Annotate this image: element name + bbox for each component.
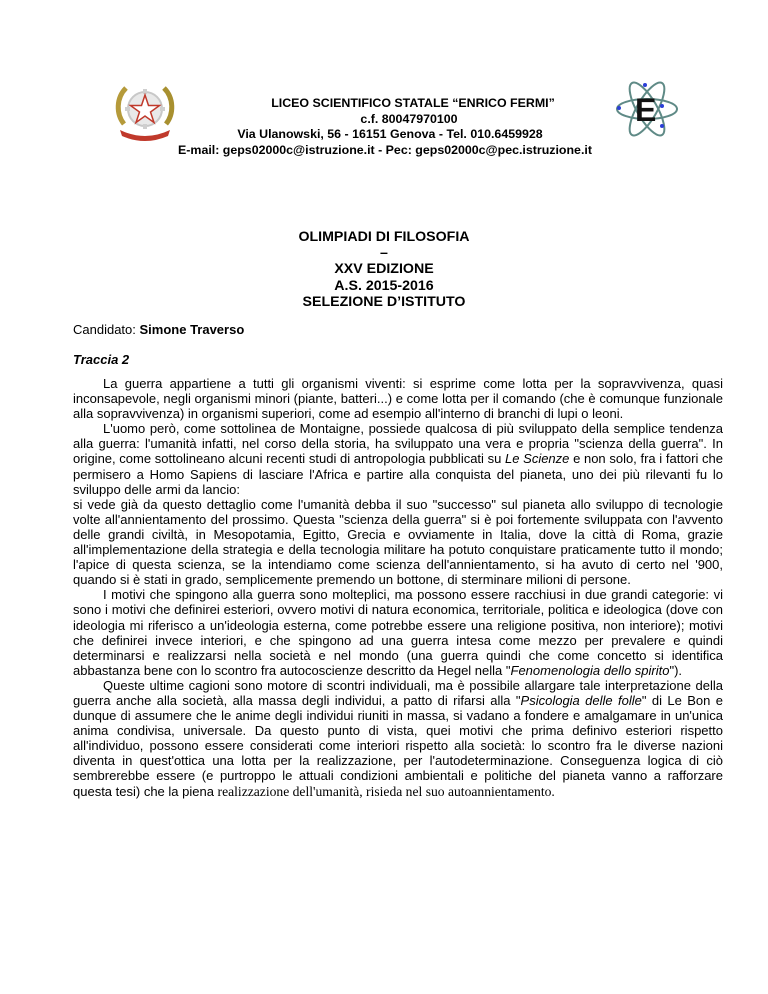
title-selection: SELEZIONE D’ISTITUTO [302,293,466,310]
candidate-line [73,322,244,337]
svg-text:E: E [635,92,657,128]
title-edition: XXV EDIZIONE [334,261,434,278]
school-name: LICEO SCIENTIFICO STATALE “ENRICO FERMI” [271,96,555,110]
school-contacts: E-mail: geps02000c@istruzione.it - Pec: geps02000c@pec.istruzione.it [178,142,592,157]
document-title [234,229,534,310]
paragraph-2-continued: si vede già da questo dettaglio come l'umanità debba il suo "successo" sul pianeta allo sviluppo di tecnologie volte all'annientamento del prossimo. Questa "scienza della guerra" si è poi fortemente sviluppata con l'avvento delle grandi civiltà, in Mesopotamia, Egitto, Grecia e ovviamente in Italia, dove la città di Roma, grazie all'implementazione della strategia e della tecnologia militare ha potuto conquistare praticamente tutto il mondo; l'apice di questa scienza, se la intendiamo come scienza dell'annientamento, si ha avuto di certo nel '900, quando si è stati in grado, semplicemente premendo un bottone, di sterminare milioni di persone. [73,496,723,588]
paragraph-2: L'uomo però, come sottolinea de Montaigne, possiede qualcosa di più sviluppato della semplice tendenza alla guerra: l'umanità infatti, nel corso della storia, ha sviluppato una vera e propria "scienza della guerra". In origine, come sottolineano alcuni recenti studi di antropologia pubblicati su Le Scienze e non solo, fra i fattori che permisero a Homo Sapiens di lasciare l'Africa e partire alla conquista del pianeta, uno dei più rilevanti fu lo sviluppo delle armi da lancio: [73,421,724,497]
paragraph-3: I motivi che spingono alla guerra sono molteplici, ma possono essere racchiusi in due grandi categorie: vi sono i motivi che definirei esteriori, ovvero motivi di natura economica, territoriale, politica e ideologica (dove con ideologia mi riferisco a un'ideologia esterna, come potrebbe essere una religione positiva, non interiore); motivi che definirei invece interiori, e che spingono ad una guerra intesa come mezzo per prevalere e quindi determinarsi e realizzarsi nella società e nel mondo (una guerra quindi che come concetto si identifica abbastanza bene con lo scontro fra autocoscienze descritto da Hegel nella "Fenomenologia dello spirito"). [73,587,723,678]
candidate-label: Candidato: [73,322,140,337]
title-dash: – [380,245,388,262]
school-header [120,96,650,158]
book-title-lebon: Psicologia delle folle [520,692,642,708]
traccia-heading: Traccia 2 [73,352,130,367]
fiscal-code: c.f. 80047970100 [360,111,458,126]
journal-title: Le Scienze [505,451,570,467]
book-title-hegel: Fenomenologia dello spirito [510,662,670,678]
conclusion-serif-text: realizzazione dell'umanità, risieda nel suo autoannientamento. [217,783,555,799]
essay-body [73,376,723,799]
paragraph-4: Queste ultime cagioni sono motore di scontri individuali, ma è possibile allargare tale interpretazione della guerra anche alla società, alla massa degli individui, a patto di rifarsi alla "Psicologia delle folle" di Le Bon e dunque di assumere che le anime degli individui riuniti in massa, si vadano a fondere e amalgamare in un'unica anima condivisa, universale. Da questo punto di vista, quei motivi che prima definivo esteriori rispetto all'individuo, possono essere considerati come interiori rispetto alla società: lo scontro fra le diverse nazioni diventa in quest'ottica una lotta per la realizzazione, per l'autodeterminazione. Conseguenza logica di ciò sembrerebbe essere (e purtroppo le attuali condizioni ambientali e politiche del pianeta vanno a rafforzare questa tesi) che la piena realizzazione dell'umanità, risieda nel suo autoannientamento. [73,677,723,799]
school-address: Via Ulanowski, 56 - 16151 Genova - Tel. 010.6459928 [237,127,543,141]
title-line-1: OLIMPIADI DI FILOSOFIA [298,229,470,245]
paragraph-1: La guerra appartiene a tutti gli organismi viventi: si esprime come lotta per la sopravvivenza, quasi inconsapevole, negli organismi minori (piante, batteri...) e come lotta per il comando (che è comunque funzionale alla sopravvivenza) in organismi superiori, come ad esempio all'interno di branchi di lupi o leoni. [73,376,723,422]
title-school-year: A.S. 2015-2016 [334,277,434,294]
candidate-name: Simone Traverso [139,322,245,337]
